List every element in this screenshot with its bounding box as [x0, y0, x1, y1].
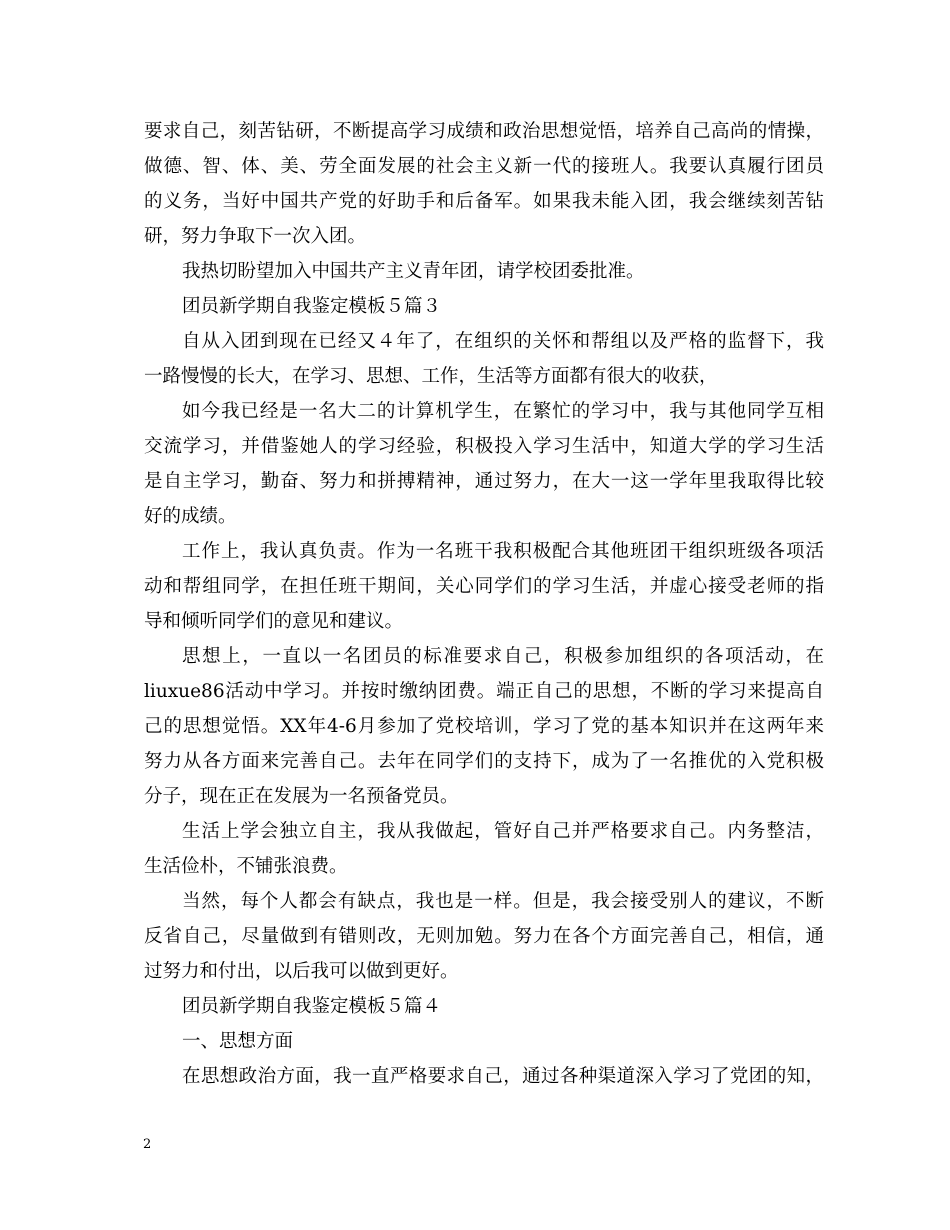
body-line: liuxue86活动中学习。并按时缴纳团费。端正自己的思想，不断的学习来提高自 — [144, 681, 824, 702]
body-line: 生活上学会独立自主，我从我做起，管好自己并严格要求自己。内务整洁， — [182, 821, 824, 842]
body-line: 一路慢慢的长大，在学习、思想、工作，生活等方面都有很大的收获， — [144, 366, 718, 387]
body-line: 好的成绩。 — [144, 506, 237, 527]
body-line: 研，努力争取下一次入团。 — [144, 226, 367, 247]
body-line: 动和帮组同学，在担任班干期间，关心同学们的学习生活，并虚心接受老师的指 — [144, 576, 824, 597]
body-line: 是自主学习，勤奋、努力和拼搏精神，通过努力，在大一这一学年里我取得比较 — [144, 471, 824, 492]
body-line: 我热切盼望加入中国共产主义青年团，请学校团委批准。 — [182, 261, 645, 282]
body-line: 做德、智、体、美、劳全面发展的社会主义新一代的接班人。我要认真履行团员 — [144, 156, 824, 177]
body-line: 导和倾听同学们的意见和建议。 — [144, 611, 404, 632]
body-line: 过努力和付出，以后我可以做到更好。 — [144, 961, 459, 982]
body-line: 交流学习，并借鉴她人的学习经验，积极投入学习生活中，知道大学的学习生活 — [144, 436, 824, 457]
body-line: 在思想政治方面，我一直严格要求自己，通过各种渠道深入学习了党团的知， — [182, 1066, 824, 1087]
body-line: 要求自己，刻苦钻研，不断提高学习成绩和政治思想觉悟，培养自己高尚的情操， — [144, 121, 824, 142]
body-line: 当然，每个人都会有缺点，我也是一样。但是，我会接受别人的建议，不断 — [182, 891, 824, 912]
subsection-heading: 一、思想方面 — [182, 1031, 294, 1052]
section-heading: 团员新学期自我鉴定模板５篇４ — [182, 996, 442, 1017]
page-number: 2 — [143, 1137, 152, 1152]
body-line: 努力从各方面来完善自己。去年在同学们的支持下，成为了一名推优的入党积极 — [144, 751, 824, 772]
body-line: 己的思想觉悟。XX年4-6月参加了党校培训，学习了党的基本知识并在这两年来 — [144, 716, 824, 737]
body-line: 的义务，当好中国共产党的好助手和后备军。如果我未能入团，我会继续刻苦钻 — [144, 191, 824, 212]
body-line: 反省自己，尽量做到有错则改，无则加勉。努力在各个方面完善自己，相信，通 — [144, 926, 824, 947]
body-line: 生活俭朴，不铺张浪费。 — [144, 856, 348, 877]
body-line: 如今我已经是一名大二的计算机学生，在繁忙的学习中，我与其他同学互相 — [182, 401, 824, 422]
body-line: 思想上，一直以一名团员的标准要求自己，积极参加组织的各项活动，在 — [182, 646, 824, 667]
body-line: 自从入团到现在已经又４年了，在组织的关怀和帮组以及严格的监督下，我 — [182, 331, 824, 352]
section-heading: 团员新学期自我鉴定模板５篇３ — [182, 296, 442, 317]
body-line: 工作上，我认真负责。作为一名班干我积极配合其他班团干组织班级各项活 — [182, 541, 824, 562]
body-line: 分子，现在正在发展为一名预备党员。 — [144, 786, 459, 807]
